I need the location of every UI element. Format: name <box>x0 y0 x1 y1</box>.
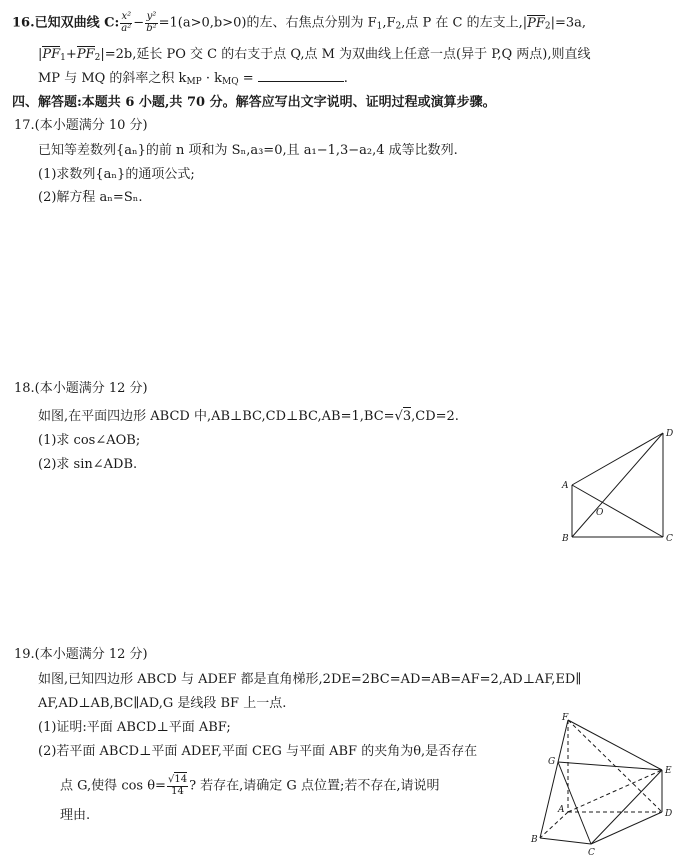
q19-body1: 如图,已知四边形 ABCD 与 ADEF 都是直角梯形,2DE=2BC=AD=AB=AF=2,AD⊥AF,ED∥ <box>38 672 582 687</box>
label-g: G <box>548 757 556 767</box>
q16-line3: MP 与 MQ 的斜率之积 $k_{MP} \cdot k_{MQ}$ = . <box>38 71 348 87</box>
label-c: C <box>588 848 595 857</box>
q17-part1: (1)求数列{aₙ}的通项公式; <box>38 167 195 182</box>
seg-bd <box>572 433 663 537</box>
seg-fb <box>540 720 568 838</box>
seg-ec <box>591 770 662 844</box>
seg-gc <box>558 762 591 844</box>
q16-fraction-x: $\frac{\text{x²}}{\text{a²}}$ <box>121 11 132 34</box>
seg-bc <box>540 838 591 844</box>
cos-fraction: $\frac{√14}{14}$ <box>167 774 188 797</box>
q19-part1: (1)证明:平面 ABCD⊥平面 ABF; <box>38 720 231 735</box>
label-a: A <box>558 805 565 815</box>
label-d: D <box>666 429 674 439</box>
q16-line1: 16.已知双曲线 C: $\frac{\text{x²}}{\text{a²}}$ − $\frac{\text{y²}}{\text{b²}}$ =1(a>0,b>0)的左、右焦点分别为 $F_1,F_2$,点 P 在 C 的左支上$,|PF_2|=3a$, <box>12 11 587 34</box>
q18-part2: (2)求 sin∠ADB. <box>38 457 138 472</box>
label-e: E <box>665 766 672 776</box>
vector-pf1: PF <box>42 47 61 62</box>
seg-ad <box>572 433 663 485</box>
label-f: F <box>562 713 569 723</box>
seg-ac <box>572 485 663 537</box>
q19-figure <box>528 712 688 857</box>
label-c: C <box>666 534 673 544</box>
label-a: A <box>562 481 569 491</box>
label-d: D <box>665 809 673 819</box>
q19-part2-c: 理由. <box>60 808 91 823</box>
q17-part2: (2)解方程 aₙ=Sₙ. <box>38 190 143 205</box>
seg-ae <box>568 770 662 812</box>
section-4-heading: 四、解答题:本题共 6 小题,共 70 分。解答应写出文字说明、证明过程或演算步骤。 <box>12 95 496 110</box>
seg-fe <box>568 720 662 770</box>
seg-ge <box>558 762 662 770</box>
seg-ab <box>540 812 568 838</box>
q18-body: 如图,在平面四边形 ABCD 中,AB⊥BC,CD⊥BC,AB=1,BC=√3,CD=2. <box>38 409 459 424</box>
q19-heading: 19.(本小题满分 12 分) <box>14 647 148 662</box>
q17-body: 已知等差数列{aₙ}的前 n 项和为 Sₙ,a₃=0,且 a₁−1,3−a₂,4 成等比数列. <box>38 143 458 158</box>
q16-answer-blank[interactable] <box>258 70 344 82</box>
seg-fd <box>568 720 662 812</box>
seg-cd <box>591 812 662 844</box>
q19-part2: (2)若平面 ABCD⊥平面 ADEF,平面 CEG 与平面 ABF 的夹角为θ,是否存在 <box>38 744 478 759</box>
q19-body2: AF,AD⊥AB,BC∥AD,G 是线段 BF 上一点. <box>38 696 287 711</box>
q18-heading: 18.(本小题满分 12 分) <box>14 381 148 396</box>
label-b: B <box>531 835 538 845</box>
vector-pf2: PF <box>527 15 545 31</box>
vector-pf2-b: PF <box>76 47 95 62</box>
q18-part1: (1)求 cos∠AOB; <box>38 433 141 448</box>
q19-part2-b: 点 G,使得 cos θ= $\frac{√14}{14}$ ? 若存在,请确定 G 点位置;若不存在,请说明 <box>60 774 440 797</box>
q16-line2: $|PF_1+PF_2|=2b$,延长 PO 交 C 的右支于点 Q,点 M 为双曲线上任意一点(异于 P,Q 两点),则直线 <box>38 47 591 63</box>
q16-fraction-y: $\frac{\text{y²}}{\text{b²}}$ <box>146 11 157 34</box>
q17-heading: 17.(本小题满分 10 分) <box>14 118 148 133</box>
q16-text-a: 16.已知双曲线 C: <box>12 15 120 31</box>
label-o: O <box>596 508 604 518</box>
q16-text-b: =1(a>0,b>0)的左、右焦点分别为 F <box>158 15 377 31</box>
q18-figure <box>560 425 680 550</box>
label-b: B <box>562 534 569 544</box>
